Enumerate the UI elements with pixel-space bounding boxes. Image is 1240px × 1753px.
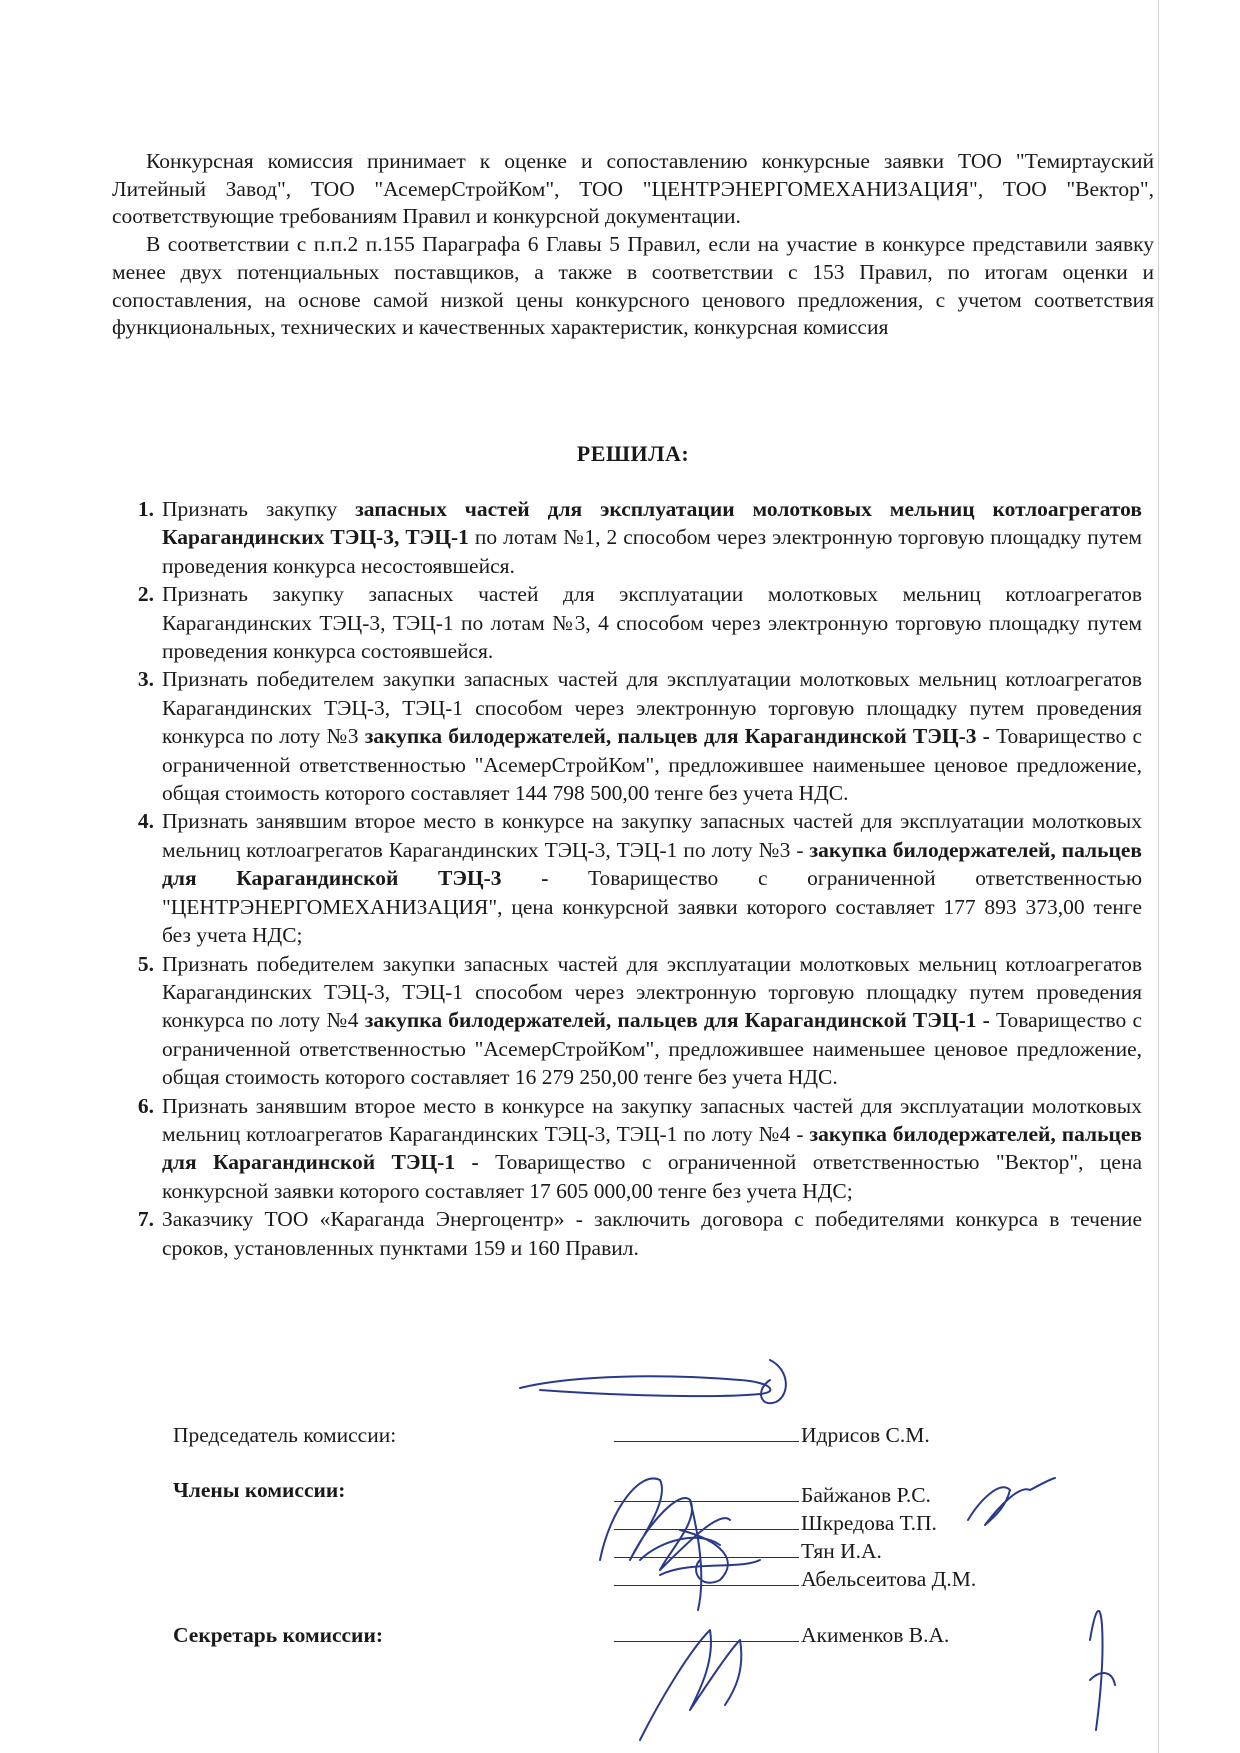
item-number: 5. [137, 951, 154, 976]
item-text: Признать победителем закупки запасных частей для эксплуатации молотковых мельниц котлоагрегатов Карагандинских ТЭЦ-3, ТЭЦ-1 способом через электронную торговую площадку путем проведения конкурса по лоту №3 закупка билодержателей, пальцев для Карагандинской ТЭЦ-3 - Товарищество с ограниченной ответственностью "АсемерСтройКом", предложившее наименьшее ценовое предложение, общая стоимость которого составляет 144 798 500,00 тенге без учета НДС. [162, 667, 1142, 806]
item-number: 7. [137, 1207, 154, 1232]
signature-blank [614, 1565, 799, 1586]
members-role: Члены комиссии: [173, 1478, 346, 1502]
member-name: Байжанов Р.С. [801, 1483, 931, 1507]
secretary-signature-line [614, 1621, 949, 1649]
item-number: 2. [137, 582, 154, 607]
item-text: Признать занявшим второе место в конкурсе на закупку запасных частей для эксплуатации молотковых мельниц котлоагрегатов Карагандинских ТЭЦ-3, ТЭЦ-1 по лоту №3 - закупка билодержателей, пальцев для Карагандинской ТЭЦ-3 - Товарищество с ограниченной ответственностью "ЦЕНТРЭНЕРГОМЕХАНИЗАЦИЯ", цена конкурсной заявки которого составляет 177 893 373,00 тенге без учета НДС; [162, 809, 1143, 948]
signature-blank [614, 1537, 799, 1558]
decision-item [112, 580, 1142, 665]
member-signature-line [614, 1565, 976, 1593]
secretary-name: Акименков В.А. [801, 1623, 950, 1647]
item-text: Заказчику ТОО «Караганда Энергоцентр» - заключить договора с победителями конкурса в течение сроков, установленных пунктами 159 и 160 Правил. [162, 1207, 1142, 1260]
decision-item [112, 1092, 1142, 1206]
item-number: 6. [137, 1093, 154, 1118]
chair-signature-line [614, 1421, 930, 1449]
paragraph-1: Конкурсная комиссия принимает к оценке и сопоставлению конкурсные заявки ТОО "Темиртауский Литейный Завод", ТОО "АсемерСтройКом", ТОО "ЦЕНТРЭНЕРГОМЕХАНИЗАЦИЯ", ТОО "Вектор", соответствующие требованиям Правил и конкурсной документации. [112, 149, 1154, 229]
member-signature-line [614, 1509, 937, 1537]
item-number: 3. [137, 667, 154, 692]
decision-heading: РЕШИЛА: [576, 441, 690, 466]
item-number: 1. [137, 497, 154, 521]
item-text: Признать победителем закупки запасных частей для эксплуатации молотковых мельниц котлоагрегатов Карагандинских ТЭЦ-3, ТЭЦ-1 способом через электронную торговую площадку путем проведения конкурса по лоту №4 закупка билодержателей, пальцев для Карагандинской ТЭЦ-1 - Товарищество с ограниченной ответственностью "АсемерСтройКом", предложившее наименьшее ценовое предложение, общая стоимость которого составляет 16 279 250,00 тенге без учета НДС. [162, 951, 1142, 1090]
decision-item [112, 807, 1142, 949]
decision-list [112, 495, 1142, 1262]
signature-blank [614, 1421, 799, 1442]
signature-blank [614, 1481, 799, 1502]
member-signature-line [614, 1481, 931, 1509]
decision-item [112, 950, 1142, 1092]
member-name: Абельсеитова Д.М. [801, 1567, 977, 1591]
member-name: Тян И.А. [801, 1539, 882, 1563]
margin-signature [1090, 1611, 1115, 1730]
initials-signature [520, 1376, 770, 1396]
item-text: Признать занявшим второе место в конкурсе на закупку запасных частей для эксплуатации молотковых мельниц котлоагрегатов Карагандинских ТЭЦ-3, ТЭЦ-1 по лоту №4 - закупка билодержателей, пальцев для Карагандинской ТЭЦ-1 - Товарищество с ограниченной ответственностью "Вектор", цена конкурсной заявки которого составляет 17 605 000,00 тенге без учета НДС; [162, 1093, 1142, 1203]
decision-item [112, 1205, 1142, 1262]
page-edge-line [1158, 0, 1159, 1753]
member-name: Шкредова Т.П. [801, 1511, 937, 1535]
decision-item [112, 665, 1142, 807]
intro-text [112, 148, 1154, 342]
member-signature-line [614, 1537, 882, 1565]
chair-role: Председатель комиссии: [173, 1423, 397, 1447]
item-number: 4. [137, 809, 154, 834]
signature-blank [614, 1509, 799, 1530]
paragraph-2: В соответствии с п.п.2 п.155 Параграфа 6 Главы 5 Правил, если на участие в конкурсе представили заявку менее двух потенциальных поставщиков, а также в соответствии с 153 Правил, по итогам оценки и сопоставления, на основе самой низкой цены конкурсного ценового предложения, с учетом соответствия функциональных, технических и качественных характеристик, конкурсная комиссия [112, 232, 1154, 340]
secretary-role: Секретарь комиссии: [173, 1623, 383, 1647]
chair-name: Идрисов С.М. [801, 1423, 930, 1447]
initials-signature-loop [761, 1360, 786, 1403]
item-text: Признать закупку запасных частей для эксплуатации молотковых мельниц котлоагрегатов Карагандинских ТЭЦ-3, ТЭЦ-1 по лотам №3, 4 способом через электронную торговую площадку путем проведения конкурса состоявшейся. [162, 582, 1142, 664]
member-signature-right [968, 1478, 1055, 1525]
signature-blank [614, 1621, 799, 1642]
item-text: Признать закупку запасных частей для эксплуатации молотковых мельниц котлоагрегатов Карагандинских ТЭЦ-3, ТЭЦ-1 по лотам №1, 2 способом через электронную торговую площадку путем проведения конкурса несостоявшейся. [162, 497, 1142, 578]
decision-item [112, 495, 1142, 580]
